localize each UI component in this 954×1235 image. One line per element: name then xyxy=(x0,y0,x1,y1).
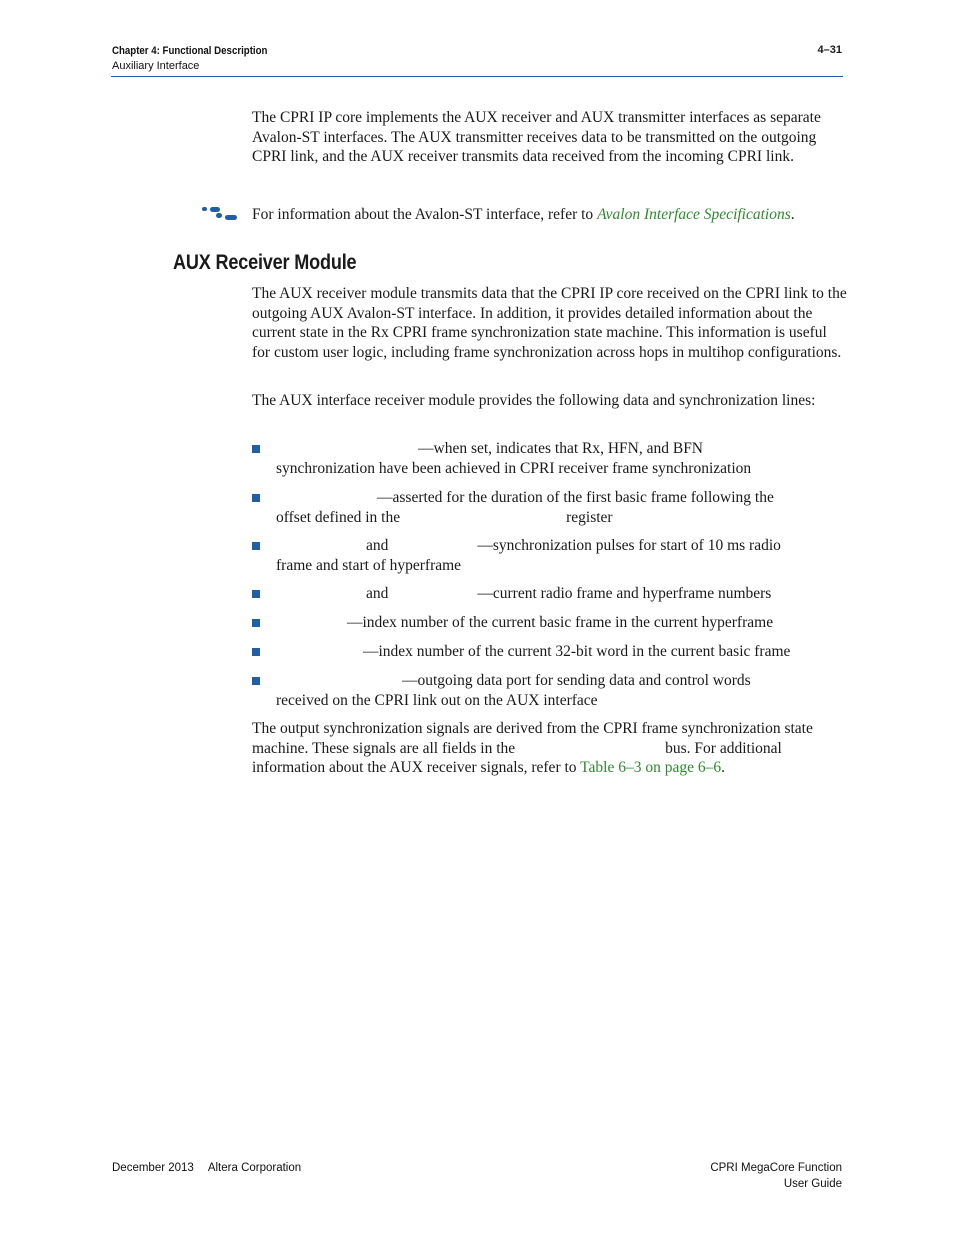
bullet-square-icon xyxy=(252,494,260,502)
footer-company: Altera Corporation xyxy=(207,1162,302,1174)
list-item xyxy=(252,488,847,527)
section-p3-a: The output synchronization signals are derived from the CPRI frame synchronization state machine. These signals are all fields in the xyxy=(252,720,813,757)
bullet-square-icon xyxy=(252,445,260,453)
chapter-title: Chapter 4: Functional Description xyxy=(112,45,268,57)
note-icon xyxy=(201,205,241,221)
intro-text: The CPRI IP core implements the AUX receiver and AUX transmitter interfaces as separate Avalon-ST interfaces. The AUX transmitter receives data to be transmitted on the outgoing CPRI link, and the AUX receiver transmits data received from the incoming CPRI link. xyxy=(252,109,821,165)
footer-left xyxy=(112,1160,301,1176)
list-item xyxy=(252,613,847,633)
bullet-3-lead: —synchronization pulses for start of 10 ms radio xyxy=(477,537,781,554)
section-p2-text: The AUX interface receiver module provides the following data and synchronization lines: xyxy=(252,392,816,409)
avalon-spec-link[interactable]: Avalon Interface Specifications xyxy=(597,206,791,223)
header-rule xyxy=(111,76,843,77)
bullet-2-cont: offset defined in the xyxy=(276,508,401,526)
bullet-7-cont: received on the CPRI link out on the AUX interface xyxy=(276,691,598,709)
bullet-square-icon xyxy=(252,648,260,656)
bullet-4-and: and xyxy=(366,585,389,602)
footer-product: CPRI MegaCore Function xyxy=(710,1162,842,1174)
section-subtitle: Auxiliary Interface xyxy=(112,60,200,72)
bullet-2-lead: —asserted for the duration of the first basic frame following the xyxy=(377,489,774,506)
section-paragraph-3 xyxy=(252,719,847,778)
table-6-3-link[interactable]: Table 6–3 on page 6–6 xyxy=(580,759,722,776)
bullet-3-cont: frame and start of hyperframe xyxy=(276,556,462,574)
footer-date: December 2013 xyxy=(112,1162,194,1174)
list-item xyxy=(252,536,847,575)
list-item xyxy=(252,642,847,662)
section-paragraph-1 xyxy=(252,284,847,362)
bullet-6-lead: —index number of the current 32-bit word in the current basic frame xyxy=(363,643,791,660)
intro-paragraph xyxy=(252,108,847,167)
section-p1-text: The AUX receiver module transmits data that the CPRI IP core received on the CPRI link to the outgoing AUX Avalon-ST interface. In addition, it provides detailed information about the current state in the Rx CPRI frame synchronization state machine. This information is useful for custom user logic, including frame synchronization across hops in multihop configurations. xyxy=(252,285,847,361)
bullet-7-lead: —outgoing data port for sending data and control words xyxy=(402,672,751,689)
list-item xyxy=(252,671,847,710)
list-item xyxy=(252,439,847,478)
section-p3-end: . xyxy=(721,759,725,776)
bullet-5-lead: —index number of the current basic frame in the current hyperframe xyxy=(347,614,774,631)
bullet-1-cont: synchronization have been achieved in CPRI receiver frame synchronization xyxy=(276,459,752,477)
page-number: 4–31 xyxy=(817,44,842,56)
footer-doc: User Guide xyxy=(783,1178,842,1190)
note-text: For information about the Avalon-ST interface, refer to xyxy=(252,206,598,223)
section-heading: AUX Receiver Module xyxy=(173,251,357,274)
bullet-1-lead: —when set, indicates that Rx, HFN, and BFN xyxy=(418,440,704,457)
bullet-square-icon xyxy=(252,590,260,598)
bullet-4-lead: —current radio frame and hyperframe numbers xyxy=(477,585,772,602)
bullet-square-icon xyxy=(252,619,260,627)
section-paragraph-2 xyxy=(252,391,847,411)
bullet-square-icon xyxy=(252,677,260,685)
bullet-2-tail: register xyxy=(566,508,613,526)
note-end: . xyxy=(790,206,795,223)
footer-right xyxy=(710,1160,842,1192)
bullet-square-icon xyxy=(252,542,260,550)
list-item xyxy=(252,584,847,604)
note-paragraph xyxy=(252,205,847,225)
section-p3-b: bus. For additional information about the AUX receiver signals, refer to xyxy=(252,739,782,776)
bullet-3-and: and xyxy=(366,537,389,554)
